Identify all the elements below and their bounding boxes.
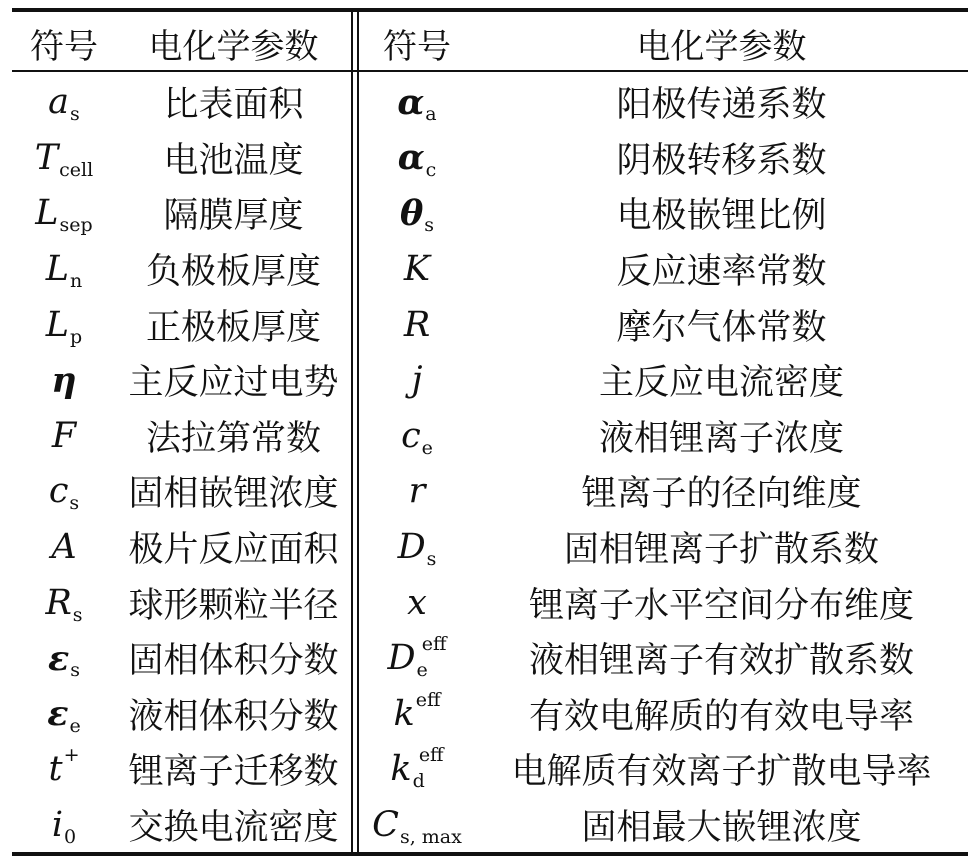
- table-row: [12, 185, 968, 242]
- symbol-left: [12, 574, 116, 631]
- symbol-left: [12, 185, 116, 242]
- symbol-left-base: η: [51, 359, 77, 401]
- parameter-left: 液相体积分数: [128, 696, 339, 737]
- parameter-left: 固相嵌锂浓度: [128, 474, 339, 515]
- symbol-right-subscript: c: [425, 158, 437, 181]
- symbol-left: [12, 630, 116, 687]
- parameter-right: 阳极传递系数: [616, 85, 827, 126]
- symbol-left-subscript: n: [70, 270, 83, 293]
- symbol-right-base: α: [397, 81, 425, 123]
- symbol-left-subscript: s: [72, 603, 83, 626]
- parameter-right: 液相锂离子有效扩散系数: [528, 641, 914, 682]
- symbol-right: [359, 519, 475, 576]
- parameter-right: 固相最大嵌锂浓度: [581, 808, 862, 849]
- symbol-left-subscript: sep: [59, 214, 93, 237]
- parameter-right: 主反应电流密度: [598, 363, 844, 404]
- parameter-right: 电解质有效离子扩散电导率: [511, 752, 932, 793]
- symbol-right: [359, 797, 475, 854]
- table-row: [12, 463, 968, 520]
- symbol-right-subscript: s, max: [399, 826, 462, 849]
- symbol-left-base: a: [48, 82, 70, 123]
- symbol-right-base: r: [408, 471, 426, 512]
- symbol-right-base: x: [407, 582, 427, 623]
- symbol-left-base: F: [51, 415, 77, 456]
- symbol-right: [359, 352, 475, 409]
- symbol-left-base: c: [48, 471, 69, 512]
- header-symbol-right: 符号: [383, 26, 451, 67]
- parameter-table: [12, 8, 968, 856]
- symbol-left: [12, 241, 116, 298]
- parameter-right: 反应速率常数: [616, 252, 827, 293]
- symbol-left: [12, 686, 116, 743]
- symbol-left-subscript: e: [69, 714, 81, 737]
- symbol-left-subscript: s: [70, 659, 81, 682]
- symbol-right-base: k: [390, 749, 412, 790]
- symbol-right-base: α: [397, 137, 425, 179]
- table-top-rule: [12, 8, 968, 12]
- symbol-left-subscript: s: [70, 103, 80, 126]
- symbol-right-base: D: [387, 638, 416, 679]
- symbol-right-base: k: [393, 693, 415, 734]
- header-symbol-left: 符号: [30, 26, 98, 67]
- symbol-right-base: K: [403, 249, 431, 290]
- parameter-left: 锂离子迁移数: [128, 752, 339, 793]
- table-row: [12, 352, 968, 409]
- parameter-right: 固相锂离子扩散系数: [563, 530, 879, 571]
- symbol-left-subscript: s: [69, 492, 80, 515]
- parameter-right: 摩尔气体常数: [616, 307, 827, 348]
- parameter-left: 法拉第常数: [145, 418, 321, 459]
- symbol-left: [12, 74, 116, 131]
- symbol-left: [12, 741, 116, 798]
- symbol-left: [12, 130, 116, 187]
- symbol-right-subscript: e: [416, 659, 428, 682]
- symbol-right: [359, 74, 475, 131]
- symbol-left: [12, 463, 116, 520]
- parameter-right: 液相锂离子浓度: [598, 418, 844, 459]
- symbol-left-base: ε: [47, 637, 70, 679]
- table-row: [12, 519, 968, 576]
- symbol-right-subscript: s: [424, 214, 435, 237]
- symbol-right-base: C: [372, 805, 399, 846]
- table-row: [12, 797, 968, 854]
- parameter-left: 正极板厚度: [145, 307, 321, 348]
- symbol-left-base: T: [34, 137, 59, 178]
- symbol-left-base: L: [45, 304, 70, 345]
- symbol-left: [12, 797, 116, 854]
- symbol-left: [12, 296, 116, 353]
- symbol-right: [359, 741, 475, 798]
- symbol-right: [359, 185, 475, 242]
- symbol-left-superscript: +: [63, 744, 80, 767]
- symbol-left-base: A: [51, 527, 77, 568]
- table-row: [12, 686, 968, 743]
- symbol-right-base: j: [411, 360, 423, 401]
- parameter-left: 极片反应面积: [128, 530, 339, 571]
- parameter-left: 隔膜厚度: [163, 196, 304, 237]
- symbol-left: [12, 519, 116, 576]
- header-param-right: 电化学参数: [636, 26, 807, 67]
- symbol-right: [359, 130, 475, 187]
- table-row: [12, 241, 968, 298]
- symbol-right-base: R: [403, 304, 431, 345]
- table-row: [12, 296, 968, 353]
- symbol-left-base: i: [51, 805, 64, 846]
- parameter-left: 比表面积: [163, 85, 304, 126]
- table-row: [12, 408, 968, 465]
- table-row: [12, 74, 968, 131]
- parameter-right: 锂离子水平空间分布维度: [528, 585, 914, 626]
- parameter-left: 球形颗粒半径: [128, 585, 339, 626]
- symbol-left-subscript: cell: [59, 158, 94, 181]
- symbol-right-base: c: [401, 415, 421, 456]
- symbol-left-base: ε: [47, 693, 69, 735]
- symbol-left-base: R: [45, 582, 72, 623]
- parameter-right: 阴极转移系数: [616, 140, 827, 181]
- header-param-left: 电化学参数: [148, 26, 319, 67]
- parameter-left: 电池温度: [163, 140, 304, 181]
- symbol-right: [359, 408, 475, 465]
- parameter-right: 锂离子的径向维度: [581, 474, 862, 515]
- symbol-right-base: D: [397, 527, 426, 568]
- parameter-left: 负极板厚度: [145, 252, 321, 293]
- symbol-left-base: L: [45, 249, 69, 290]
- symbol-right: [359, 463, 475, 520]
- symbol-right: [359, 296, 475, 353]
- parameter-right: 有效电解质的有效电导率: [528, 696, 914, 737]
- symbol-right-superscript: eff: [415, 688, 441, 711]
- table-row: [12, 130, 968, 187]
- parameter-left: 交换电流密度: [128, 808, 339, 849]
- symbol-right-superscript: eff: [418, 744, 444, 767]
- symbol-right-subscript: a: [425, 103, 437, 126]
- parameter-left: 主反应过电势: [128, 363, 339, 404]
- symbol-right-subscript: d: [412, 770, 425, 793]
- symbol-left: [12, 408, 116, 465]
- symbol-right: [359, 686, 475, 743]
- symbol-right: [359, 574, 475, 631]
- symbol-left: [12, 352, 116, 409]
- symbol-right-base: θ: [399, 192, 424, 234]
- table-row: [12, 630, 968, 687]
- table-row: [12, 574, 968, 631]
- header-rule: [12, 70, 968, 72]
- symbol-left-base: t: [48, 749, 63, 790]
- symbol-right-superscript: eff: [421, 633, 447, 656]
- symbol-left-base: L: [35, 193, 59, 234]
- parameter-right: 电极嵌锂比例: [616, 196, 827, 237]
- symbol-right-subscript: s: [426, 548, 437, 571]
- symbol-right: [359, 630, 475, 687]
- symbol-right: [359, 241, 475, 298]
- symbol-left-subscript: p: [70, 325, 83, 348]
- table-row: [12, 741, 968, 798]
- symbol-right-subscript: e: [421, 436, 433, 459]
- parameter-left: 固相体积分数: [128, 641, 339, 682]
- symbol-left-subscript: 0: [64, 826, 77, 849]
